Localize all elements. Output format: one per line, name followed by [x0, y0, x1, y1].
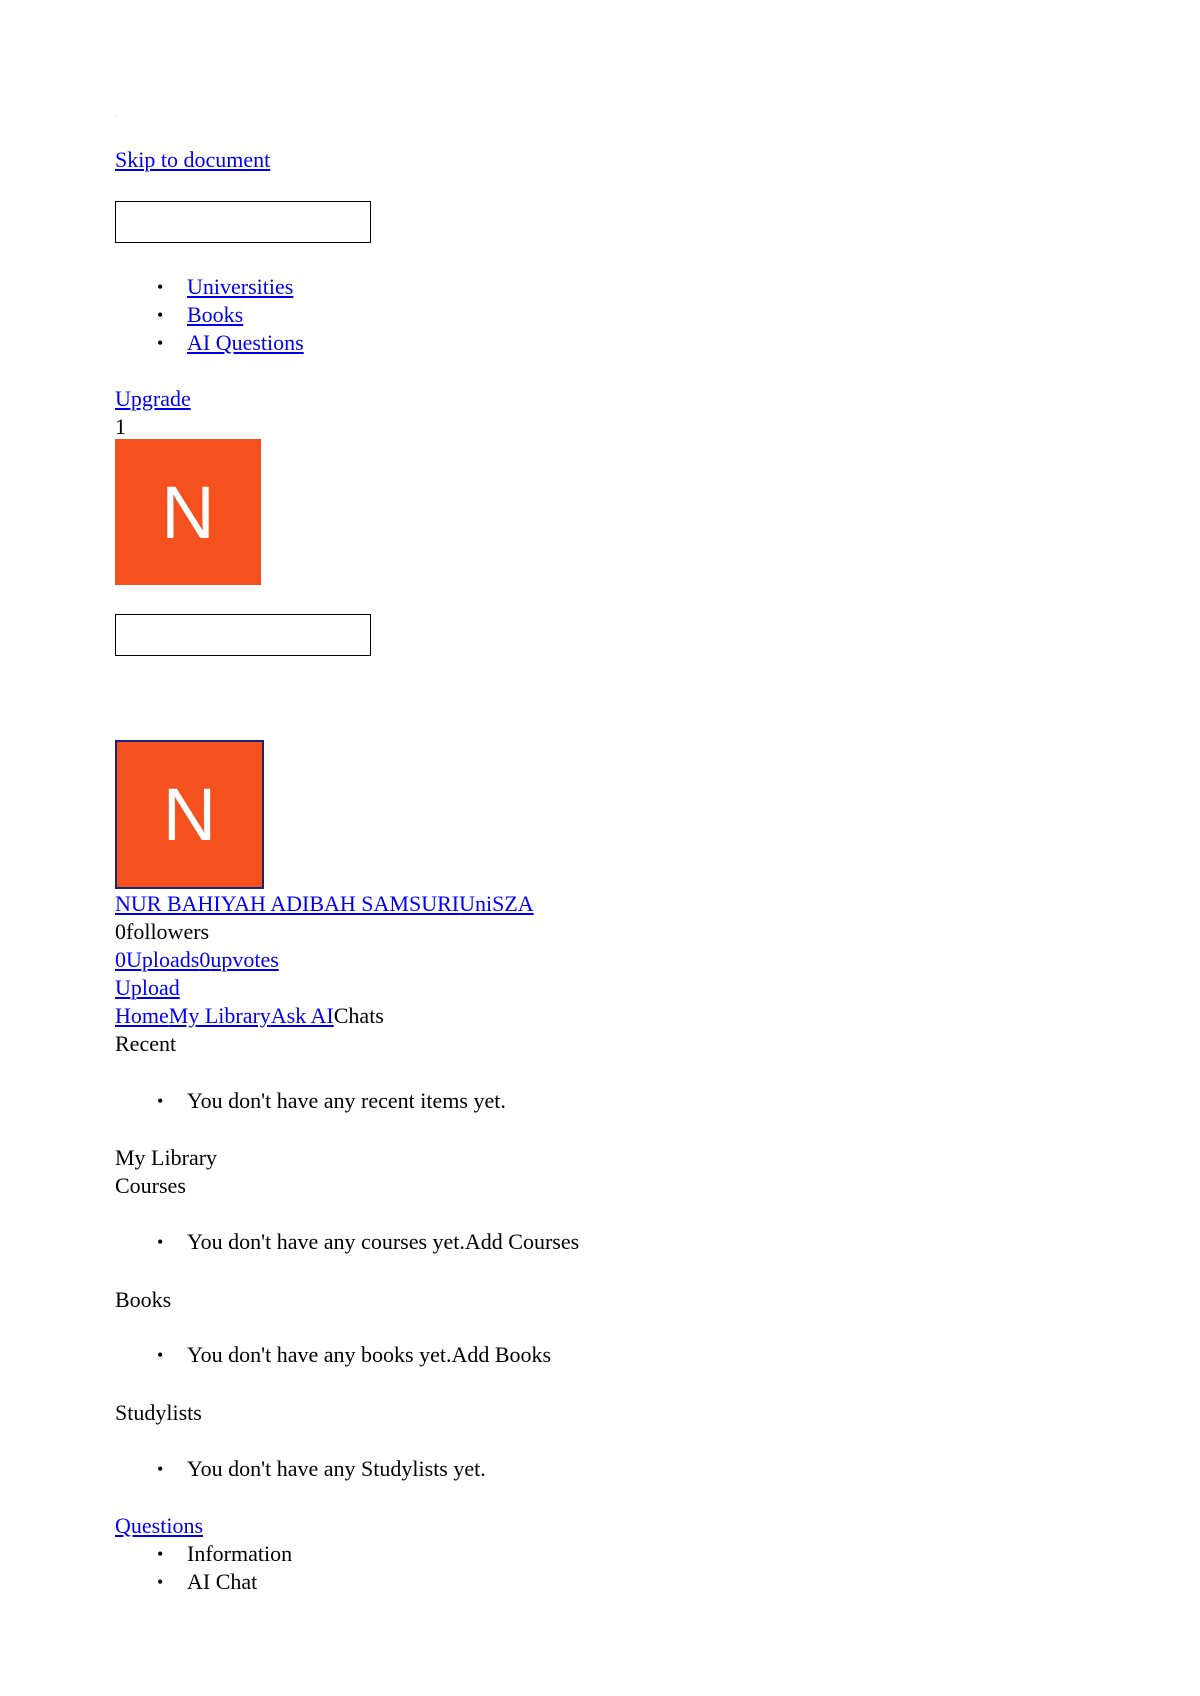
- upgrade-link[interactable]: Upgrade: [115, 386, 191, 411]
- recent-heading: Recent: [115, 1031, 177, 1056]
- nav-link-ai-questions[interactable]: AI Questions: [187, 330, 304, 355]
- skip-to-document-link[interactable]: Skip to document: [115, 147, 271, 172]
- profile-name: NUR BAHIYAH ADIBAH SAMSURI: [115, 891, 460, 916]
- nav-item-universities: [115, 273, 304, 301]
- nav-link-books[interactable]: Books: [187, 302, 244, 327]
- studylists-list: [115, 1455, 486, 1483]
- followers-count: 0: [115, 919, 126, 944]
- search-input-secondary[interactable]: [115, 614, 371, 656]
- questions-item-information[interactable]: [115, 1540, 292, 1568]
- tab-my-library[interactable]: My Library: [168, 1003, 271, 1028]
- upvotes-count: 0: [199, 947, 211, 972]
- profile-university: UniSZA: [459, 891, 534, 916]
- books-list: [115, 1341, 551, 1369]
- nav-item-ai-questions: [115, 329, 304, 357]
- questions-link[interactable]: Questions: [115, 1513, 203, 1538]
- questions-item-label: Information: [187, 1541, 293, 1566]
- nav-item-books: [115, 301, 304, 329]
- tab-ask-ai[interactable]: Ask AI: [270, 1003, 334, 1028]
- recent-empty-text: You don't have any recent items yet.: [187, 1088, 506, 1113]
- questions-list: [115, 1540, 292, 1596]
- loading-dot: .: [115, 112, 117, 118]
- books-heading: Books: [115, 1287, 172, 1312]
- profile-avatar[interactable]: N: [115, 740, 264, 889]
- tab-home[interactable]: Home: [115, 1003, 169, 1028]
- list-item: [115, 1087, 506, 1115]
- upload-line: [115, 974, 180, 1002]
- followers-line: [115, 918, 209, 946]
- profile-link[interactable]: [115, 891, 534, 916]
- questions-item-ai-chat[interactable]: [115, 1568, 292, 1596]
- profile-name-line: [115, 890, 534, 918]
- add-courses-button[interactable]: Add Courses: [464, 1229, 580, 1254]
- add-books-button[interactable]: Add Books: [451, 1342, 552, 1367]
- main-nav: [115, 273, 304, 357]
- stats-link[interactable]: [115, 947, 279, 972]
- tab-chats[interactable]: Chats: [333, 1003, 384, 1028]
- books-empty-text: You don't have any books yet.: [187, 1342, 452, 1367]
- list-item: [115, 1455, 486, 1483]
- my-library-heading: My Library: [115, 1145, 218, 1170]
- upvotes-label: upvotes: [210, 947, 279, 972]
- notification-count: 1: [115, 414, 126, 439]
- nav-link-universities[interactable]: Universities: [187, 274, 294, 299]
- questions-item-label: AI Chat: [187, 1569, 258, 1594]
- questions-line: [115, 1512, 203, 1540]
- courses-empty-text: You don't have any courses yet.: [187, 1229, 465, 1254]
- courses-list: [115, 1228, 579, 1256]
- tabs-line: [115, 1002, 384, 1030]
- studylists-empty-text: You don't have any Studylists yet.: [187, 1456, 486, 1481]
- upload-button[interactable]: Upload: [115, 975, 180, 1000]
- avatar[interactable]: N: [115, 439, 261, 585]
- stats-line: [115, 946, 279, 974]
- uploads-count: 0: [115, 947, 126, 972]
- recent-list: [115, 1087, 506, 1115]
- list-item: [115, 1228, 579, 1256]
- list-item: [115, 1341, 551, 1369]
- followers-label: followers: [126, 919, 210, 944]
- search-input[interactable]: [115, 201, 371, 243]
- courses-heading: Courses: [115, 1173, 186, 1198]
- studylists-heading: Studylists: [115, 1400, 202, 1425]
- uploads-label: Uploads: [126, 947, 200, 972]
